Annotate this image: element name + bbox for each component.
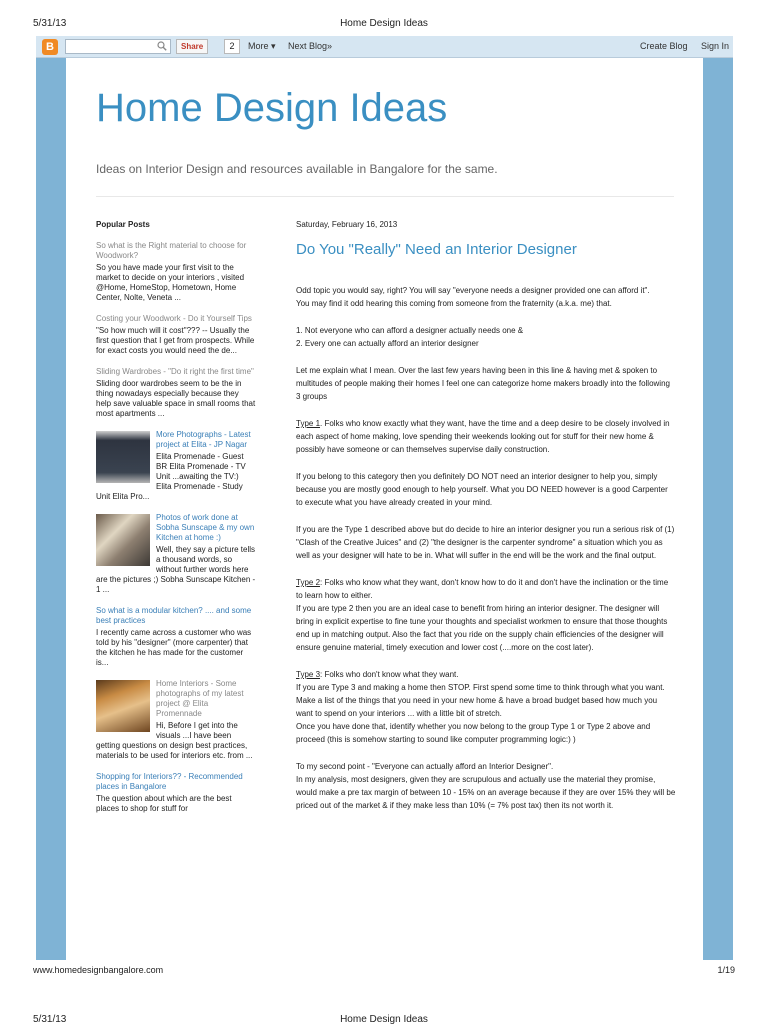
post-text: To my second point - "Everyone can actually afford an Interior Designer". [296,762,554,771]
type3-label: Type 3 [296,670,321,679]
print-date: 5/31/13 [33,18,67,29]
print-title: Home Design Ideas [340,1014,428,1024]
popular-post-title[interactable]: So what is the Right material to choose for Woodwork? [96,241,247,260]
post-paragraph [296,576,676,654]
popular-post-snippet: Hi, Before I get into the visuals ...I have been getting questions on design best practices, materials to be used for interiors etc. from ... [96,721,253,760]
post-paragraph: Let me explain what I mean. Over the last few years having been in this line & having met & spoken to multitudes of people making their homes I feel one can categorize home makers broadly into the following 3 groups [296,366,670,401]
post-text: : Folks who don't know what they want. [320,670,459,679]
print-header [0,18,768,32]
post-list-item: 2. Every one can actually afford an interior designer [296,339,479,348]
popular-post-item [96,513,256,595]
share-button[interactable] [176,39,208,54]
print-date: 5/31/13 [33,1014,67,1024]
popular-post-snippet: Elita Promenade - Guest BR Elita Promenade - TV Unit ...awaiting the TV:) Elita Promenade - Study Unit Elita Pro... [96,452,246,501]
post-paragraph [296,668,676,746]
popular-post-snippet: I recently came across a customer who was told by his "designer" (more carpenter) that the kitchen he has made for the customer is... [96,628,252,667]
share-label: Share [181,42,204,51]
post-paragraph [296,417,676,456]
blog-description: Ideas on Interior Design and resources available in Bangalore for the same. [96,162,498,176]
popular-post-title[interactable]: Costing your Woodwork - Do it Yourself Tips [96,314,252,323]
print-header-next-page [0,1014,768,1024]
blogger-logo-icon[interactable]: B [42,39,58,55]
popular-post-item [96,430,256,502]
more-menu-button[interactable]: More ▾ [248,41,276,51]
share-count: 2 [224,39,240,54]
create-blog-link[interactable]: Create Blog [640,41,688,51]
type2-label: Type 2 [296,578,321,587]
popular-posts-heading: Popular Posts [96,220,150,229]
post-paragraph [296,760,676,812]
blog-title[interactable]: Home Design Ideas [96,86,448,130]
post-text: : Folks who know what they want, don't know how to do it and don't have the inclination or the time to learn how to either. [296,578,669,600]
popular-posts-sidebar [96,220,256,825]
popular-post-title[interactable]: Home Interiors - Some photographs of my latest project @ Elita Promennade [156,679,244,718]
print-page-number: 1/19 [717,965,735,975]
popular-post-item [96,314,256,356]
post-text: You may find it odd hearing this coming from someone from the fraternity (a.k.a. me) that. [296,299,612,308]
print-title: Home Design Ideas [340,18,428,29]
post-title[interactable]: Do You "Really" Need an Interior Designer [296,241,577,258]
post-list [296,324,676,350]
blogger-navbar [36,36,733,58]
next-blog-link[interactable]: Next Blog» [288,41,333,51]
type1-label: Type 1 [296,419,321,428]
post-date: Saturday, February 16, 2013 [296,220,398,229]
post-list-item: 1. Not everyone who can afford a designer actually needs one & [296,326,524,335]
post-body [296,220,676,812]
search-input[interactable] [65,39,171,54]
post-text: . Folks who know exactly what they want, have the time and a deep desire to be closely involved in each aspect of home making, love spending their weekends looking out for stuff for their new home & possibly have someone or can themselves supervise daily construction. [296,419,670,454]
popular-post-title[interactable]: So what is a modular kitchen? .... and some best practices [96,606,252,625]
post-paragraph: If you are the Type 1 described above but do decide to hire an interior designer you run a serious risk of (1) "Clash of the Creative Juices" and (2) "the designer is the carpenter syndrome" a situation which you as well as your designer will hate to be in. What will suffer in the end will be the work and the final output. [296,525,675,560]
header-divider [96,196,674,197]
page-frame [36,36,733,960]
post-paragraph [296,284,676,310]
post-text: In my analysis, most designers, given they are scrupulous and actually use the material they promise, would make a pre tax margin of between 10 - 15% on an average because if they are over 15% they will be priced out of the market & if they make less than 10% (= 7% post tax) then its not worth it. [296,775,676,810]
popular-post-title[interactable]: More Photographs - Latest project at Elita - JP Nagar [156,430,251,449]
popular-post-snippet: Well, they say a picture tells a thousand words, so without further words here are the pictures ;) Sobha Sunscape Kitchen - 1 ... [96,545,256,594]
wardrobe-thumbnail[interactable] [96,431,150,483]
post-text: If you are Type 3 and making a home then STOP. First spend some time to think through what you want. Make a list of the things that you need in your new home & have a broad budget based how much you want to spend on your interiors ... with a little bit of stretch. [296,683,665,718]
popular-post-title[interactable]: Shopping for Interiors?? - Recommended places in Bangalore [96,772,243,791]
post-text: Once you have done that, identify whether you now belong to the group Type 1 or Type 2 above and proceed (this is somehow starting to sound like computer programming logic:) ) [296,722,651,744]
popular-post-title[interactable]: Photos of work done at Sobha Sunscape & my own Kitchen at home :) [156,513,255,542]
post-text: If you are type 2 then you are an ideal case to benefit from hiring an interior designer. The designer will bring in explicit expertise to fine tune your thoughts and specialist workmen to ensure that those thoughts end up in matching output. Also the fact that you ride on the supply chain efficiencies of the designer will ensure genuine material, timely execution and lower cost (....more on the cost later). [296,604,668,652]
sign-in-link[interactable]: Sign In [701,41,730,51]
popular-post-snippet: "So how much will it cost"??? -- Usually the first question that I get from prospects. While for exact costs you would need the de... [96,326,255,355]
search-icon[interactable] [157,41,167,51]
popular-post-item [96,772,256,814]
popular-post-snippet: So you have made your first visit to the market to decide on your interiors , visited @Home, HomeStop, Hometown, Home Center, Nolte, Veneta ... [96,263,245,302]
kitchen-thumbnail[interactable] [96,514,150,566]
popular-post-item [96,606,256,668]
post-text: Odd topic you would say, right? You will say "everyone needs a designer provided one can afford it". [296,286,650,295]
popular-post-title[interactable]: Sliding Wardrobes - "Do it right the first time" [96,367,254,376]
post-paragraph: If you belong to this category then you definitely DO NOT need an interior designer to help you, simply because you are mostly good enough to help yourself. What you DO NEED however is a good Carpenter to execute what you have already created in your mind. [296,472,668,507]
shelf-thumbnail[interactable] [96,680,150,732]
popular-post-item [96,679,256,761]
popular-post-snippet: Sliding door wardrobes seem to be the in thing nowadays especially because they help save valuable space in small rooms that most apartments ... [96,379,256,418]
popular-post-item [96,241,256,303]
blog-content [66,58,703,960]
popular-post-snippet: The question about which are the best places to shop for stuff for [96,794,232,813]
print-footer-url: www.homedesignbangalore.com [33,965,164,975]
popular-post-item [96,367,256,419]
